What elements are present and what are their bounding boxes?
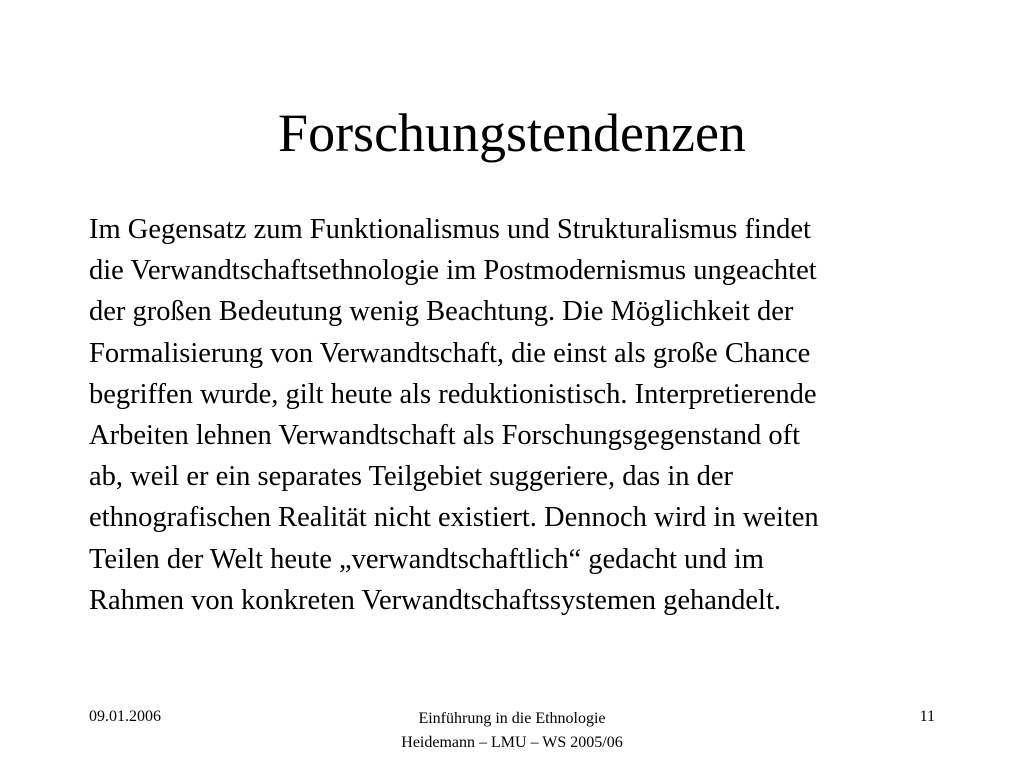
- footer-course-title: Einführung in die Ethnologie: [418, 710, 606, 727]
- footer-page-number: 11: [919, 708, 935, 725]
- slide-title: Forschungstendenzen: [278, 103, 746, 163]
- body-line: Teilen der Welt heute „verwandtschaftlich“ gedacht und im: [89, 543, 764, 575]
- body-line: Formalisierung von Verwandtschaft, die einst als große Chance: [89, 337, 811, 369]
- body-line: die Verwandtschaftsethnologie im Postmodernismus ungeachtet: [89, 255, 817, 287]
- body-line: Rahmen von konkreten Verwandtschaftssystemen gehandelt.: [89, 584, 782, 616]
- body-line: ab, weil er ein separates Teilgebiet suggeriere, das in der: [89, 461, 734, 493]
- footer-course-lecturer: Heidemann – LMU – WS 2005/06: [401, 734, 623, 751]
- body-line: Im Gegensatz zum Funktionalismus und Strukturalismus findet: [89, 214, 811, 245]
- body-line: begriffen wurde, gilt heute als reduktionistisch. Interpretierende: [89, 378, 817, 410]
- footer-date: 09.01.2006: [89, 708, 161, 725]
- footer-course-info: [312, 707, 712, 755]
- body-line: ethnografischen Realität nicht existiert. Dennoch wird in weiten: [89, 502, 819, 534]
- slide-body: [89, 209, 969, 621]
- body-line: der großen Bedeutung wenig Beachtung. Die Möglichkeit der: [89, 296, 794, 328]
- body-line: Arbeiten lehnen Verwandtschaft als Forschungsgegenstand oft: [89, 420, 800, 452]
